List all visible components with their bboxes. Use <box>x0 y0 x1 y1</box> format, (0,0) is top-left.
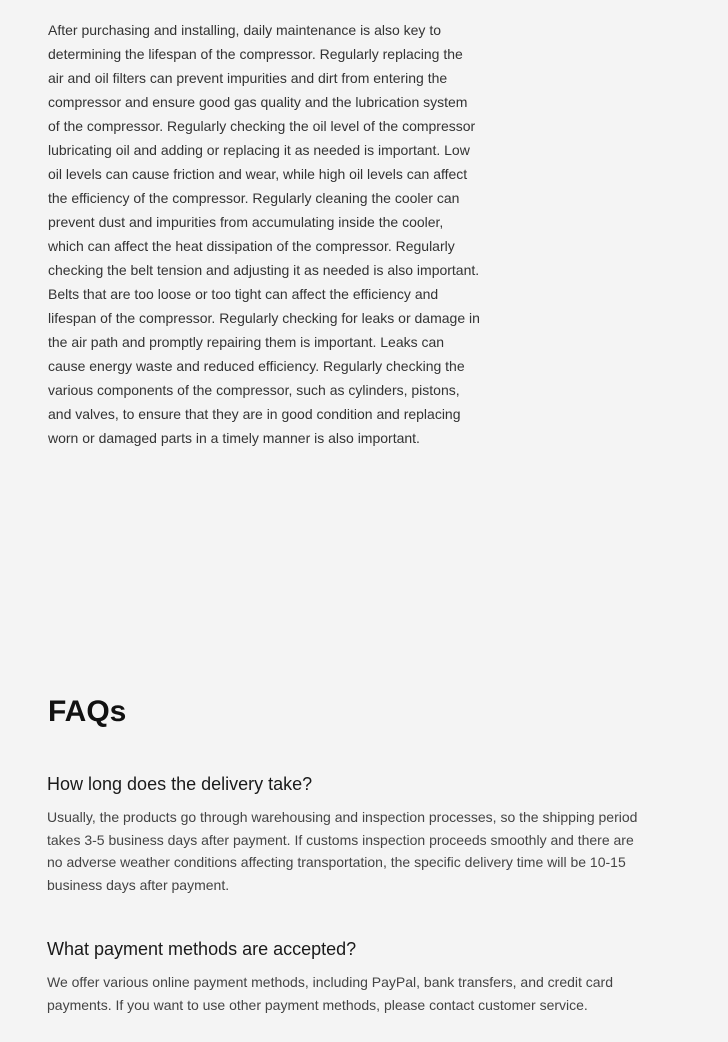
faq-item-payment <box>47 936 647 1016</box>
faq-section-title: FAQs <box>48 695 127 728</box>
maintenance-paragraph: After purchasing and installing, daily maintenance is also key to determining the lifespan of the compressor. Regularly replacing the air and oil filters can prevent impurities and dirt from entering the compressor and ensure good gas quality and the lubrication system of the compressor. Regularly checking the oil level of the compressor lubricating oil and adding or replacing it as needed is important. Low oil levels can cause friction and wear, while high oil levels can affect the efficiency of the compressor. Regularly cleaning the cooler can prevent dust and impurities from accumulating inside the cooler, which can affect the heat dissipation of the compressor. Regularly checking the belt tension and adjusting it as needed is also important. Belts that are too loose or too tight can affect the efficiency and lifespan of the compressor. Regularly checking for leaks or damage in the air path and promptly repairing them is important. Leaks can cause energy waste and reduced efficiency. Regularly checking the various components of the compressor, such as cylinders, pistons, and valves, to ensure that they are in good condition and replacing worn or damaged parts in a timely manner is also important. <box>48 22 480 446</box>
faq-question: What payment methods are accepted? <box>47 939 357 959</box>
faq-answer: Usually, the products go through warehousing and inspection processes, so the shipping period takes 3-5 business days after payment. If customs inspection proceeds smoothly and there are no adverse weather conditions affecting transportation, the specific delivery time will be 10-15 business days after payment. <box>47 809 638 893</box>
faq-item-delivery <box>47 771 647 896</box>
faq-question: How long does the delivery take? <box>47 774 313 794</box>
faq-answer: We offer various online payment methods, including PayPal, bank transfers, and credit card payments. If you want to use other payment methods, please contact customer service. <box>47 974 614 1013</box>
